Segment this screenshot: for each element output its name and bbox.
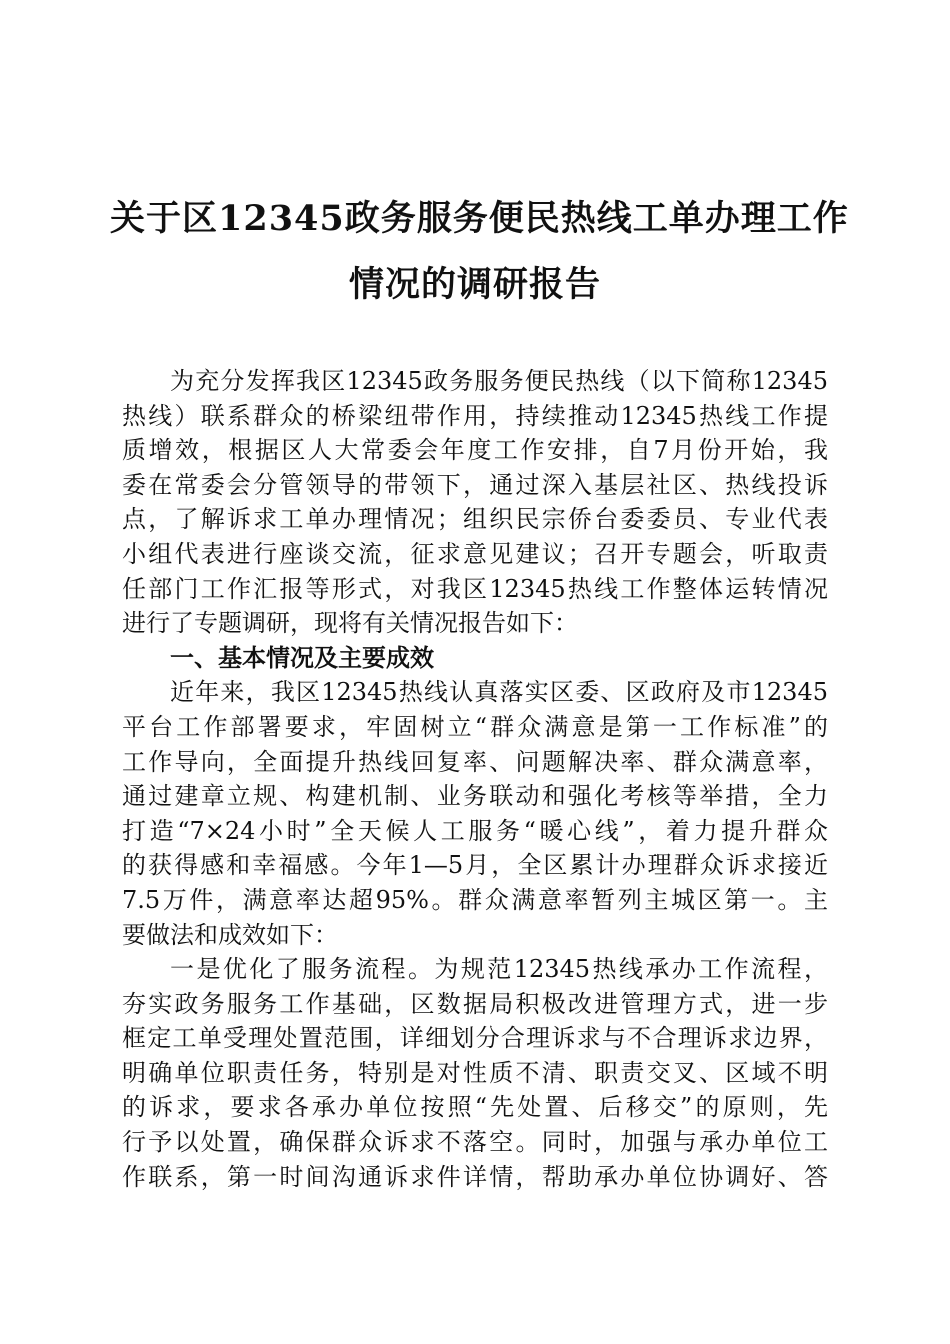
paragraph-line: 行予以处置，确保群众诉求不落空。同时，加强与承办单位工 — [122, 1128, 828, 1157]
paragraph-line: 为充分发挥我区12345政务服务便民热线（以下简称12345 — [170, 367, 828, 395]
document-body — [122, 364, 828, 1194]
paragraph-line: 夯实政务服务工作基础，区数据局积极改进管理方式，进一步 — [122, 989, 828, 1018]
paragraph-line: 质增效，根据区人大常委会年度工作安排，自7月份开始，我 — [122, 436, 828, 465]
paragraph-line: 要做法和成效如下： — [122, 920, 338, 949]
paragraph-line: 框定工单受理处置范围，详细划分合理诉求与不合理诉求边界， — [122, 1024, 828, 1053]
paragraph-line: 的诉求，要求各承办单位按照“先处置、后移交”的原则，先 — [122, 1093, 828, 1122]
paragraph-line: 作联系，第一时间沟通诉求件详情，帮助承办单位协调好、答 — [122, 1162, 828, 1191]
paragraph-line: 工作导向，全面提升热线回复率、问题解决率、群众满意率， — [122, 747, 828, 776]
paragraph-line: 的获得感和幸福感。今年1—5月，全区累计办理群众诉求接近 — [122, 851, 828, 880]
paragraph-line: 近年来，我区12345热线认真落实区委、区政府及市12345 — [170, 678, 828, 707]
document-title-line-2: 情况的调研报告 — [348, 264, 601, 305]
paragraph-line: 点，了解诉求工单办理情况；组织民宗侨台委委员、专业代表 — [122, 505, 828, 534]
document-title-line-1: 关于区12345政务服务便民热线工单办理工作 — [110, 198, 849, 239]
paragraph-line: 委在常委会分管领导的带领下，通过深入基层社区、热线投诉 — [122, 470, 828, 499]
paragraph-line: 7.5万件，满意率达超95%。群众满意率暂列主城区第一。主 — [122, 885, 828, 914]
paragraph-line: 热线）联系群众的桥梁纽带作用，持续推动12345热线工作提 — [122, 401, 828, 430]
paragraph-line: 通过建章立规、构建机制、业务联动和强化考核等举措，全力 — [122, 782, 828, 811]
paragraph-line: 任部门工作汇报等形式，对我区12345热线工作整体运转情况 — [122, 574, 828, 603]
section-heading: 一、基本情况及主要成效 — [170, 642, 434, 672]
paragraph-line: 一是优化了服务流程。为规范12345热线承办工作流程， — [170, 955, 828, 984]
paragraph-line: 小组代表进行座谈交流，征求意见建议；召开专题会，听取责 — [122, 539, 828, 568]
paragraph-line: 明确单位职责任务，特别是对性质不清、职责交叉、区域不明 — [122, 1058, 828, 1087]
paragraph-line: 进行了专题调研，现将有关情况报告如下： — [122, 609, 578, 638]
paragraph-line: 打造“7×24小时”全天候人工服务“暖心线”，着力提升群众 — [122, 816, 828, 845]
paragraph-line: 平台工作部署要求，牢固树立“群众满意是第一工作标准”的 — [122, 712, 828, 741]
